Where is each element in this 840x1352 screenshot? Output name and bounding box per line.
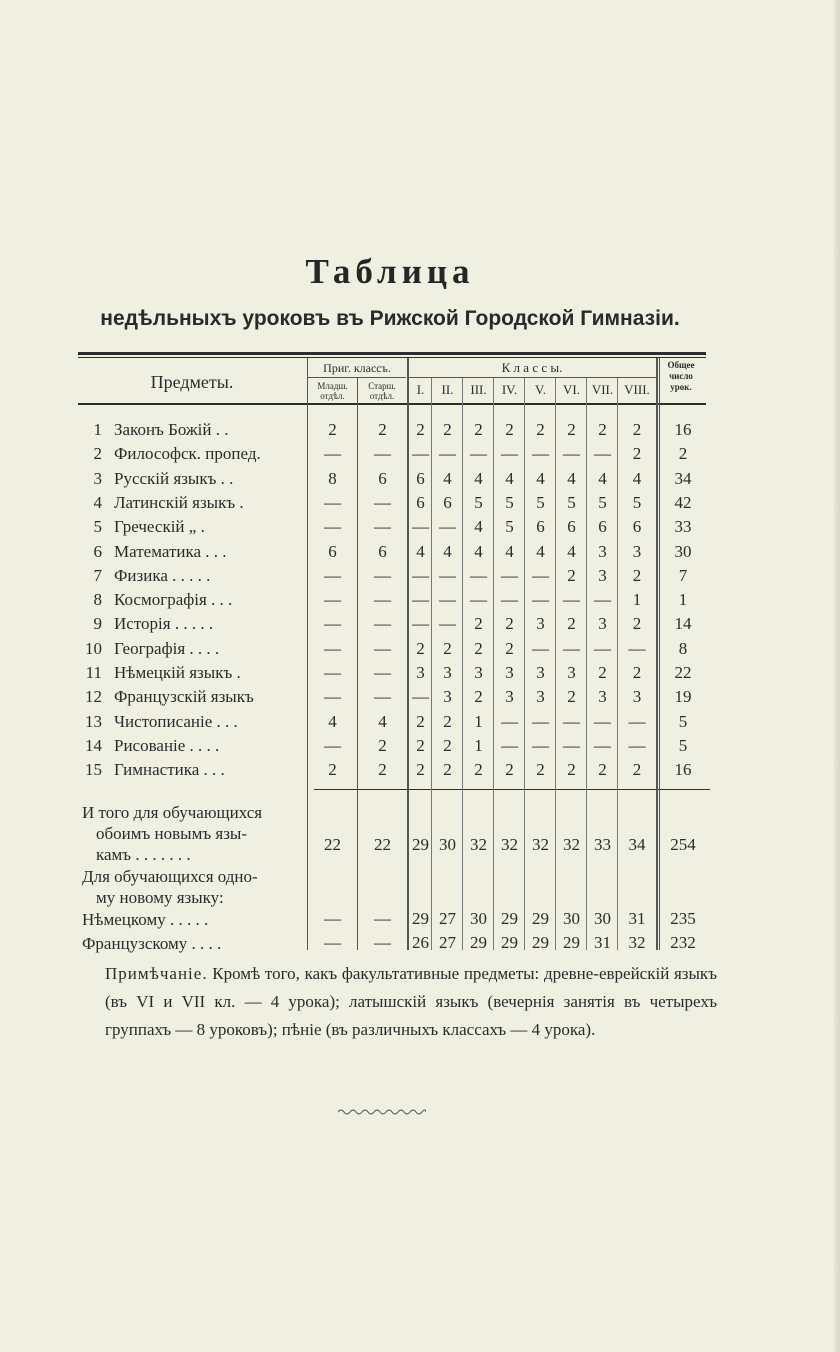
header-class-8: VIII. [624,382,650,397]
cell-class-5: — [532,565,549,585]
row-number: 6 [93,541,102,561]
row-subject: Законъ Божій . . [114,420,229,439]
cell-class-4: 4 [505,541,514,561]
summary-both-label [82,802,262,865]
cell-class-7: 4 [598,468,607,488]
cell-class-3: 2 [474,687,483,707]
cell-class-5: 4 [536,541,545,561]
row-subject: Математика . . . [114,541,227,561]
cell-prep-junior: — [324,492,341,512]
cell-class-4: — [501,735,518,755]
cell-class-6: — [563,711,580,731]
cell-class-2: — [439,565,456,585]
header-bottom-rule [78,403,706,405]
cell-class-1: — [412,590,429,610]
cell-class-5: 32 [532,835,549,854]
cell-class-3: 2 [474,760,483,780]
cell-class-2: — [439,614,456,634]
header-subjects: Предметы. [150,372,234,392]
cell-class-4: 32 [501,835,518,854]
header-prep-senior-line2: отдѣл. [369,391,395,401]
cell-class-3: — [470,590,487,610]
cell-class-4: 5 [505,517,514,537]
cell-class-8: 4 [632,468,642,488]
cell-class-2: 27 [439,909,456,928]
cell-class-1: 4 [416,541,425,561]
cell-class-2: 2 [443,735,452,755]
cell-total: 2 [678,444,688,464]
cell-prep-senior: 2 [378,760,387,780]
cell-class-7: 3 [598,565,607,585]
header-prep-junior-line1: Младш. [317,381,348,391]
cell-prep-junior: — [324,614,341,634]
cell-total: 232 [670,933,696,952]
cell-class-2: 2 [443,638,452,658]
cell-class-3: 2 [474,614,483,634]
header-class-2: II. [441,382,454,397]
cell-class-6: 30 [563,909,580,928]
row-subject: Чистописаніе . . . [114,711,238,731]
cell-class-8: 2 [632,663,642,682]
cell-class-2: 4 [443,541,452,561]
cell-prep-junior: 8 [328,468,337,488]
cell-class-3: 3 [474,663,483,682]
cell-class-8: 32 [628,933,646,952]
cell-total: 42 [674,492,692,512]
cell-class-1: 29 [412,909,429,928]
cell-prep-senior: — [374,638,391,658]
cell-class-5: 3 [536,663,545,682]
cell-total: 16 [674,420,692,439]
cell-class-4: 3 [505,687,514,707]
row-subject: Физика . . . . . [114,565,211,585]
cell-class-3: 32 [470,835,487,854]
cell-prep-senior: — [374,444,391,464]
cell-class-8: 31 [628,909,646,928]
table-top-rule-thin [78,357,706,358]
cell-class-8: 2 [632,444,642,464]
cell-prep-senior: — [374,565,391,585]
cell-class-5: 29 [532,909,549,928]
cell-class-7: 2 [598,420,607,439]
cell-class-1: — [412,614,429,634]
summary-one-label [82,866,258,908]
cell-class-1: 2 [416,735,425,755]
cell-class-4: 2 [505,614,514,634]
cell-total: 34 [674,468,692,488]
cell-total: 5 [678,711,688,731]
decorative-squiggle [338,1108,426,1116]
cell-class-7: 5 [598,492,607,512]
cell-class-2: — [439,590,456,610]
cell-class-5: — [532,590,549,610]
cell-class-7: 3 [598,614,607,634]
cell-class-5: 5 [536,492,545,512]
cell-prep-junior: 6 [328,541,337,561]
cell-total: 5 [678,735,688,755]
cell-prep-junior: — [324,687,341,707]
summary-german-label: Нѣмецкому . . . . . [82,910,209,929]
cell-class-1: 6 [416,492,425,512]
cell-class-4: 2 [505,638,514,658]
cell-total: 16 [674,760,692,780]
row-number: 5 [93,517,102,537]
cell-class-6: 32 [563,835,580,854]
cell-class-7: — [594,638,611,658]
row-subject: Гимнастика . . . [114,760,225,780]
cell-class-3: 29 [470,933,487,952]
cell-class-4: 2 [505,420,514,439]
cell-class-8: 5 [632,492,642,512]
cell-class-7: 31 [594,933,611,952]
footnote-head: Примѣчаніе. [105,964,208,983]
summary-one-label-line1: Для обучающихся одно- [82,867,258,886]
cell-prep-junior: — [324,735,341,755]
header-class-5: V. [535,382,546,397]
cell-class-4: 2 [505,760,514,780]
cell-class-2: 4 [443,468,452,488]
cell-class-3: 1 [474,711,483,731]
cell-class-2: 2 [443,711,452,731]
row-number: 14 [85,735,102,755]
row-number: 1 [93,420,102,439]
cell-class-5: 3 [536,614,545,634]
cell-prep-senior: — [374,492,391,512]
header-prep: Приг. классъ. [323,361,391,375]
header-prep-senior [358,381,406,401]
cell-prep-junior: — [324,565,341,585]
cell-class-4: 3 [505,663,514,682]
row-subject: Русскій языкъ . . [114,468,234,488]
cell-class-7: 3 [598,541,607,561]
cell-class-2: 2 [443,760,452,780]
cell-class-3: 2 [474,638,483,658]
header-total-line2: число [669,371,693,381]
cell-prep-junior: — [324,933,341,952]
cell-prep-senior: — [374,933,391,952]
cell-prep-junior: 4 [328,711,337,731]
row-subject: Нѣмецкій языкъ . [114,663,241,682]
cell-prep-junior: — [324,517,341,537]
header-total-line1: Общее [667,360,695,370]
cell-class-7: 30 [594,909,611,928]
cell-class-8: — [628,711,646,731]
cell-class-6: — [563,638,580,658]
cell-class-1: — [412,687,429,707]
cell-class-6: 4 [567,468,576,488]
cell-class-6: 2 [567,614,576,634]
cell-class-5: 6 [536,517,545,537]
row-number: 12 [85,687,102,707]
footnote-text: Кромѣ того, какъ факультативные предметы: древне-еврейскій языкъ (въ VI и VII кл. — 4 урока); латышскій языкъ (вечернія занятія въ четырехъ группахъ — 8 уроковъ); пѣніе (въ различныхъ классахъ — 4 урока). [105,964,717,1039]
row-number: 15 [85,760,102,780]
summary-both-label-line1: И того для обучающихся [82,803,263,822]
cell-prep-junior: — [324,590,341,610]
cell-class-2: 6 [443,492,452,512]
row-subject: Французскій языкъ [114,687,254,707]
cell-class-1: 2 [416,638,425,658]
cell-prep-junior: — [324,663,341,682]
header-prep-senior-line1: Старш. [368,381,396,391]
cell-class-8: 3 [632,687,642,707]
cell-class-6: 2 [567,687,576,707]
cell-class-2: 2 [443,420,452,439]
summary-rule [314,789,710,790]
cell-class-1: 26 [412,933,429,952]
cell-class-6: — [563,735,580,755]
cell-prep-senior: 2 [378,735,387,755]
cell-class-6: 6 [567,517,576,537]
cell-class-8: 6 [632,517,642,537]
cell-class-4: — [501,565,518,585]
cell-class-6: 2 [567,420,576,439]
row-number: 3 [93,468,102,488]
cell-class-3: 5 [474,492,483,512]
header-prep-junior [308,381,357,401]
row-subject: Философск. пропед. [114,444,261,464]
header-total-line3: урок. [670,382,692,392]
cell-class-7: — [594,711,611,731]
row-number: 7 [93,565,102,585]
row-number: 10 [85,638,102,658]
row-subject: Космографія . . . [114,590,233,610]
cell-prep-junior: 2 [328,420,337,439]
cell-class-1: 2 [416,711,425,731]
table-top-rule [78,352,706,355]
cell-class-8: — [628,735,646,755]
cell-class-8: — [628,638,646,658]
cell-total: 30 [674,541,692,561]
cell-class-5: 2 [536,420,545,439]
header-classes-rule [408,377,656,378]
cell-class-8: 1 [632,590,642,610]
cell-prep-senior: — [374,517,391,537]
cell-total: 33 [674,517,692,537]
header-class-7: VII. [591,382,614,397]
page-edge-shadow [834,0,840,1352]
cell-class-5: — [532,711,549,731]
header-total [656,360,706,393]
cell-class-3: 2 [474,420,483,439]
cell-class-5: 4 [536,468,545,488]
cell-class-4: 5 [505,492,514,512]
cell-class-2: — [439,517,456,537]
cell-class-7: — [594,735,611,755]
cell-class-2: 3 [443,687,452,707]
cell-class-7: 3 [598,687,607,707]
cell-prep-junior: 2 [328,760,337,780]
cell-total: 1 [678,590,688,610]
cell-class-7: — [594,444,611,464]
cell-class-6: 3 [567,663,576,682]
cell-class-8: 2 [632,565,642,585]
cell-total: 254 [670,835,696,854]
cell-prep-junior: — [324,444,341,464]
cell-class-1: 2 [416,420,425,439]
cell-class-5: — [532,444,549,464]
cell-class-5: 29 [532,933,549,952]
cell-class-5: — [532,735,549,755]
cell-class-6: 2 [567,760,576,780]
cell-class-2: 3 [443,663,452,682]
vline-classes [656,358,658,950]
cell-class-7: 6 [598,517,607,537]
cell-class-3: 1 [474,735,483,755]
header-class-1: I. [416,382,425,397]
cell-prep-senior: — [374,687,391,707]
cell-class-2: — [439,444,456,464]
summary-french-label: Французскому . . . . [82,934,222,953]
cell-class-1: 2 [416,760,425,780]
cell-class-4: — [501,444,518,464]
page-subtitle: недѣльныхъ уроковъ въ Рижской Городской Гимназіи. [100,307,680,330]
cell-prep-senior: 2 [378,420,387,439]
cell-class-3: 4 [474,541,483,561]
cell-total: 235 [670,909,696,928]
row-number: 13 [85,711,102,731]
cell-prep-junior: — [324,909,341,928]
row-subject: Латинскій языкъ . [114,492,244,512]
cell-prep-junior: — [324,638,341,658]
cell-class-1: 6 [416,468,425,488]
cell-total: 14 [674,614,692,634]
cell-class-4: 4 [505,468,514,488]
cell-class-4: 29 [501,933,518,952]
page-title: Таблица [305,252,475,291]
row-number: 9 [93,614,102,634]
cell-class-5: — [532,638,549,658]
cell-total: 19 [674,687,692,707]
header-class-3: III. [470,382,487,397]
cell-class-8: 34 [628,835,646,854]
cell-class-6: 5 [567,492,576,512]
header-class-6: VI. [563,382,580,397]
cell-class-7: 33 [594,835,611,854]
row-subject: Географія . . . . [114,638,220,658]
cell-prep-senior: 6 [378,541,387,561]
cell-class-6: 2 [567,565,576,585]
cell-class-7: 2 [598,760,607,780]
row-number: 11 [85,663,102,682]
summary-one-label-line2: му новому языку: [96,888,224,907]
cell-class-1: — [412,565,429,585]
cell-class-1: 3 [416,663,425,682]
cell-prep-senior: — [374,614,391,634]
cell-class-4: 29 [501,909,518,928]
cell-class-6: 29 [563,933,580,952]
row-number: 8 [93,590,102,610]
summary-both-label-line2: обоимъ новымъ язы- [96,824,248,843]
cell-class-6: — [563,590,580,610]
cell-prep-junior: 22 [324,835,341,854]
cell-total: 7 [678,565,688,585]
cell-class-3: 4 [474,468,483,488]
row-number: 2 [93,444,102,464]
cell-class-4: — [501,590,518,610]
row-subject: Рисованіе . . . . [114,735,220,755]
cell-class-7: 2 [598,663,607,682]
cell-class-4: — [501,711,518,731]
row-subject: Исторія . . . . . [114,614,214,634]
cell-class-3: — [470,444,487,464]
cell-prep-senior: — [374,909,391,928]
cell-prep-senior: 22 [374,835,391,854]
cell-class-6: — [563,444,580,464]
cell-class-3: 4 [474,517,483,537]
cell-class-1: — [412,517,429,537]
cell-total: 8 [678,638,688,658]
cell-class-8: 2 [632,420,642,439]
cell-prep-senior: 6 [378,468,387,488]
cell-prep-senior: 4 [378,711,387,731]
cell-prep-senior: — [374,590,391,610]
cell-class-8: 3 [632,541,642,561]
cell-class-2: 30 [439,835,456,854]
cell-class-1: 29 [412,835,429,854]
cell-class-8: 2 [632,760,642,780]
cell-class-7: — [594,590,611,610]
cell-total: 22 [674,663,692,682]
cell-class-5: 2 [536,760,545,780]
cell-class-3: — [470,565,487,585]
footnote [105,960,717,1044]
cell-class-5: 3 [536,687,545,707]
cell-class-3: 30 [470,909,487,928]
cell-class-8: 2 [632,614,642,634]
row-subject: Греческій „ . [114,517,205,537]
cell-class-6: 4 [567,541,576,561]
header-class-4: IV. [501,382,518,397]
cell-prep-senior: — [374,663,391,682]
row-number: 4 [93,492,102,512]
cell-class-2: 27 [439,933,456,952]
summary-both-label-line3: камъ . . . . . . . [96,845,191,864]
header-classes: К л а с с ы. [501,360,563,375]
cell-class-1: — [412,444,429,464]
header-prep-junior-line2: отдѣл. [320,391,345,401]
